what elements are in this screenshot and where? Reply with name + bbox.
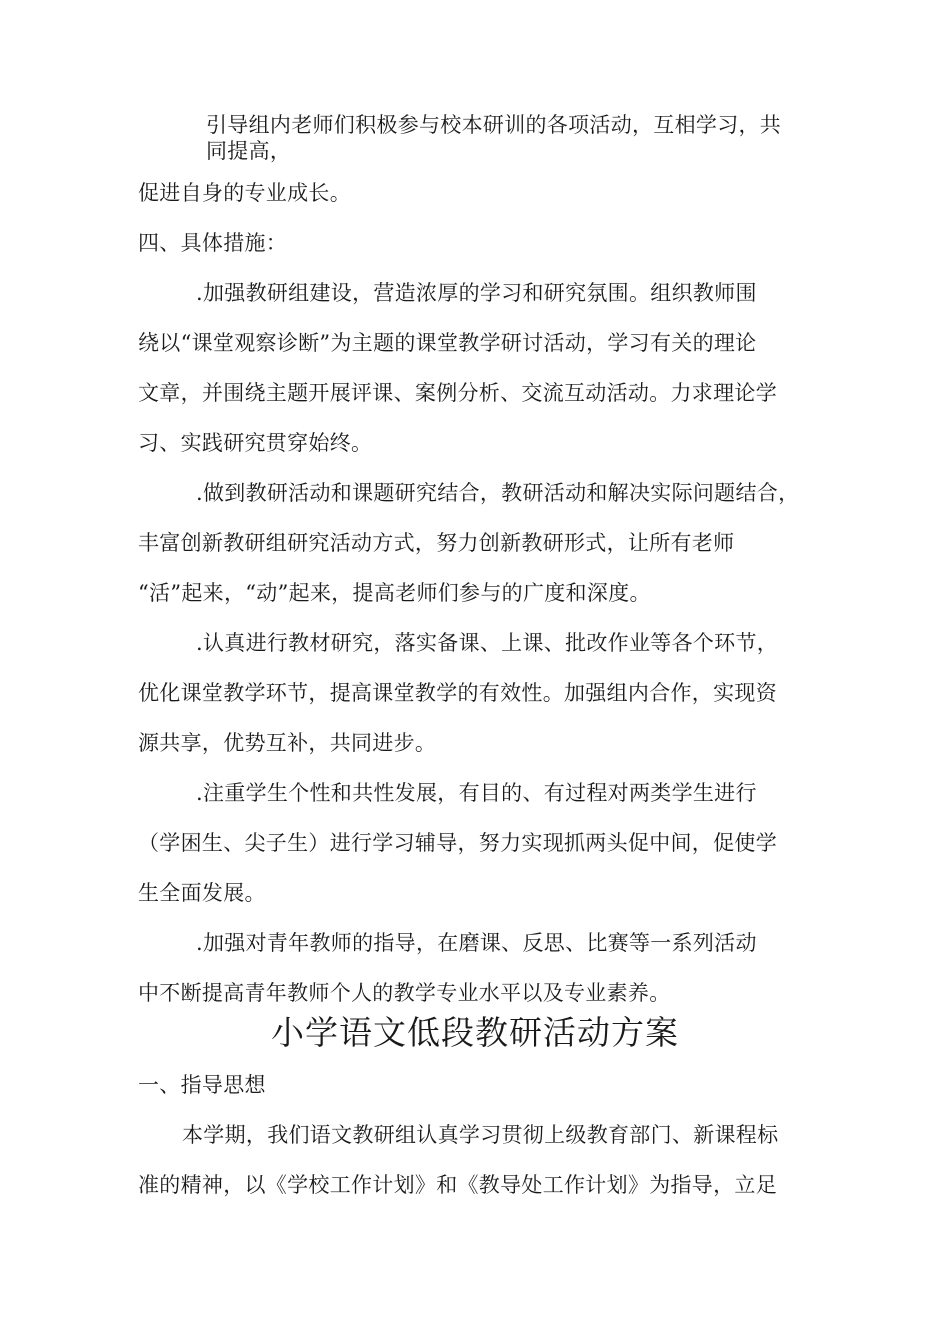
intro-line-3: 促进自身的专业成长。 [138, 181, 351, 205]
intro-line-2: 同提高， [206, 139, 292, 163]
measure-4-line-3: 生全面发展。 [138, 881, 266, 905]
measure-5-line-2: 中不断提高青年教师个人的教学专业水平以及专业素养。 [138, 981, 671, 1005]
measure-1-line-1: .加强教研组建设，营造浓厚的学习和研究氛围。组织教师围 [196, 281, 757, 305]
measure-2-line-2: 丰富创新教研组研究活动方式，努力创新教研形式，让所有老师 [138, 531, 735, 555]
section-1-heading: 一、指导思想 [138, 1073, 266, 1097]
measure-5-line-1: .加强对青年教师的指导，在磨课、反思、比赛等一系列活动 [196, 931, 757, 955]
guiding-line-1: 本学期，我们语文教研组认真学习贯彻上级教育部门、新课程标 [182, 1123, 779, 1147]
guiding-line-2: 准的精神，以《学校工作计划》和《教导处工作计划》为指导，立足 [138, 1173, 777, 1197]
measure-4-line-1: .注重学生个性和共性发展，有目的、有过程对两类学生进行 [196, 781, 757, 805]
measure-2-line-3: “活”起来，“动”起来，提高老师们参与的广度和深度。 [138, 581, 651, 605]
document-title: 小学语文低段教研活动方案 [271, 1013, 679, 1052]
intro-line-1: 引导组内老师们积极参与校本研训的各项活动，互相学习，共 [206, 113, 782, 137]
measure-3-line-1: .认真进行教材研究，落实备课、上课、批改作业等各个环节， [196, 631, 779, 655]
measure-4-line-2: （学困生、尖子生）进行学习辅导，努力实现抓两头促中间，促使学 [138, 831, 777, 855]
measure-1-line-4: 习、实践研究贯穿始终。 [138, 431, 373, 455]
measure-1-line-2: 绕以“课堂观察诊断”为主题的课堂教学研讨活动，学习有关的理论 [138, 331, 757, 355]
measure-2-line-1: .做到教研活动和课题研究结合，教研活动和解决实际问题结合， [196, 481, 800, 505]
section-4-heading: 四、具体措施： [138, 231, 288, 255]
measure-3-line-2: 优化课堂教学环节，提高课堂教学的有效性。加强组内合作，实现资 [138, 681, 777, 705]
measure-1-line-3: 文章，并围绕主题开展评课、案例分析、交流互动活动。力求理论学 [138, 381, 777, 405]
measure-3-line-3: 源共享，优势互补，共同进步。 [138, 731, 437, 755]
